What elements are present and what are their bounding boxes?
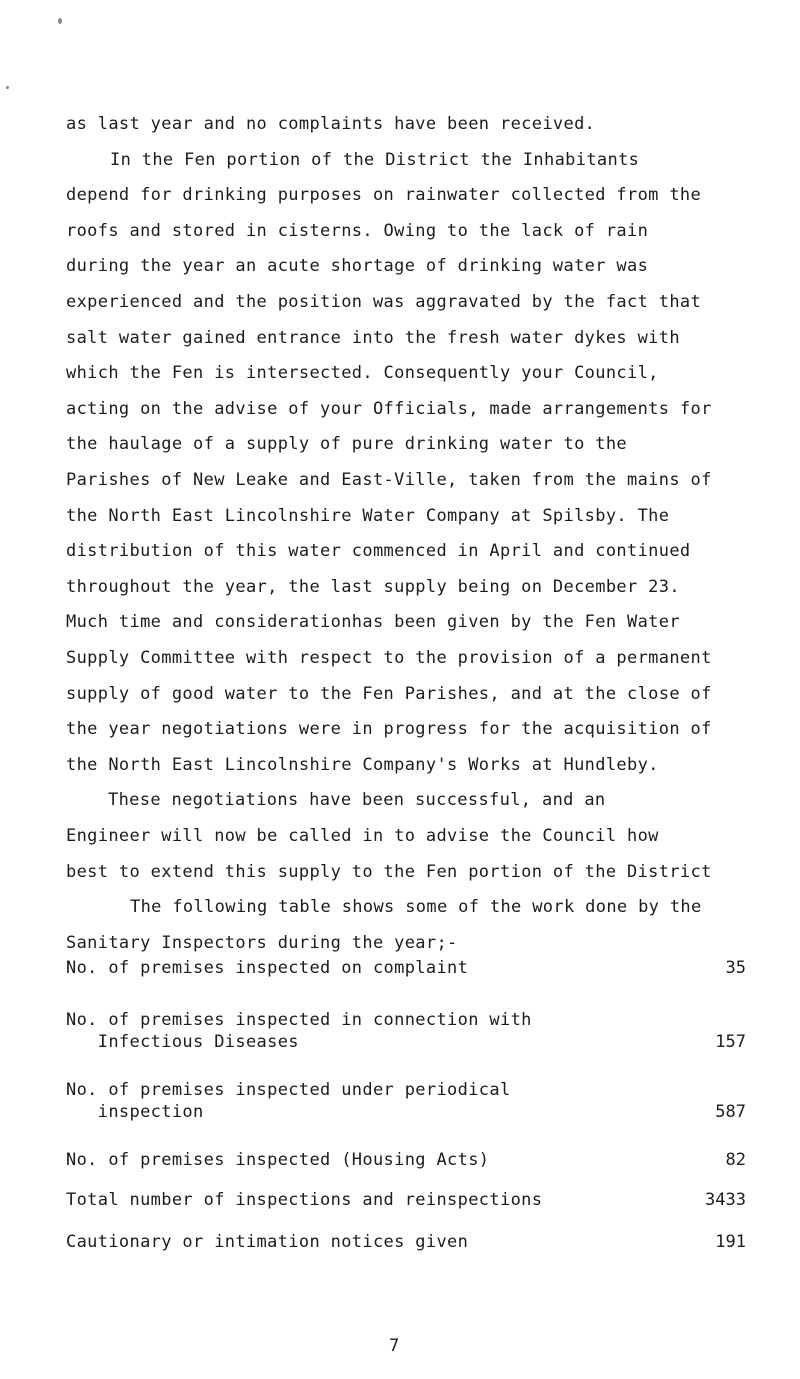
body-line: as last year and no complaints have been received.	[66, 114, 596, 134]
body-line: the North East Lincolnshire Company's Works at Hundleby.	[66, 754, 659, 775]
table-row-value: 157	[715, 1032, 746, 1052]
body-line: during the year an acute shortage of drinking water was	[66, 256, 649, 277]
body-line: best to extend this supply to the Fen portion of the District	[66, 861, 712, 882]
body-line: the haulage of a supply of pure drinking water to the	[66, 434, 627, 455]
body-line: the North East Lincolnshire Water Company at Spilsby. The	[66, 505, 670, 526]
body-line: In the Fen portion of the District the Inhabitants	[110, 149, 640, 170]
table-row-value: 35	[725, 958, 746, 978]
body-line: distribution of this water commenced in April and continued	[66, 541, 691, 562]
body-line: supply of good water to the Fen Parishes, and at the close of	[66, 683, 712, 704]
body-line: These negotiations have been successful, and an	[108, 790, 606, 811]
body-line: Supply Committee with respect to the provision of a permanent	[66, 648, 712, 668]
table-row-label: No. of premises inspected under periodical	[66, 1080, 511, 1100]
scan-speck	[58, 18, 62, 24]
table-row-value: 82	[725, 1150, 746, 1170]
body-line: depend for drinking purposes on rainwater collected from the	[66, 185, 702, 206]
body-line: Sanitary Inspectors during the year;-	[66, 932, 458, 953]
body-line: acting on the advise of your Officials, made arrangements for	[66, 398, 712, 419]
page-number: 7	[389, 1336, 400, 1356]
table-row-label: Cautionary or intimation notices given	[66, 1232, 469, 1252]
body-line: salt water gained entrance into the fresh water dykes with	[66, 327, 680, 348]
table-row-value: 3433	[705, 1190, 746, 1210]
body-line: the year negotiations were in progress for the acquisition of	[66, 719, 712, 740]
table-row-value: 587	[715, 1102, 746, 1122]
body-line: experienced and the position was aggravated by the fact that	[66, 292, 702, 312]
body-line: roofs and stored in cisterns. Owing to the lack of rain	[66, 220, 649, 241]
scan-speck	[6, 86, 9, 89]
table-row-label: inspection	[66, 1102, 204, 1122]
table-row-label: No. of premises inspected (Housing Acts)	[66, 1150, 490, 1170]
body-line: throughout the year, the last supply being on December 23.	[66, 576, 680, 597]
table-row-label: No. of premises inspected on complaint	[66, 958, 469, 978]
table-row-value: 191	[715, 1232, 746, 1252]
body-line: Parishes of New Leake and East-Ville, taken from the mains of	[66, 470, 712, 490]
body-line: Engineer will now be called in to advise the Council how	[66, 826, 659, 846]
table-row-label: No. of premises inspected in connection with	[66, 1010, 532, 1030]
body-line: which the Fen is intersected. Consequently your Council,	[66, 363, 659, 384]
table-row-label: Total number of inspections and reinspections	[66, 1190, 543, 1210]
body-line: The following table shows some of the work done by the	[130, 897, 702, 918]
body-line: Much time and considerationhas been given by the Fen Water	[66, 612, 680, 633]
table-row-label: Infectious Diseases	[66, 1032, 299, 1052]
